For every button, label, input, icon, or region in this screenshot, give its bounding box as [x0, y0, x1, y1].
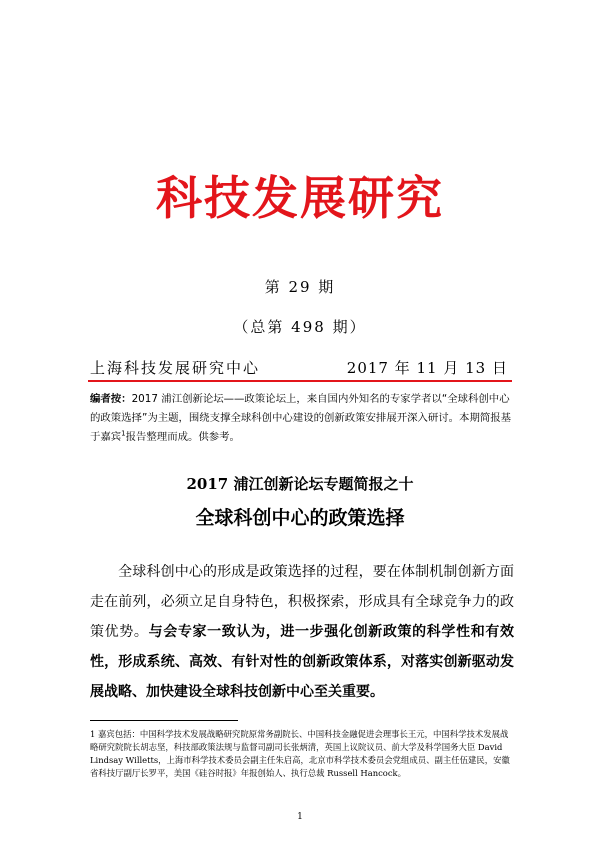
footnote-reference[interactable]: 1 [121, 429, 126, 438]
footnote: 1 嘉宾包括：中国科学技术发展战略研究院原常务副院长、中国科技金融促进会理事长王元，中国科学技术发展战略研究院院长胡志坚，科技部政策法规与监督司副司长张炳清，英国上议院议员、前大学及科学国务大臣 David Lindsay Willetts，上海市科学技术委员会副主任朱启高，北京市科学技术委员会党组成员、副主任伍建民，安徽省科技厅副厅长罗平，美国《硅谷时报》年报创始人、执行总裁 Russell Hancock。 [90, 729, 510, 778]
article-subtitle: 2017 浦江创新论坛专题简报之十 [186, 475, 414, 493]
article-body [90, 557, 514, 707]
publication-date: 2017 年 11 月 13 日 [346, 359, 508, 377]
body-text-bold: 与会专家一致认为，进一步强化创新政策的科学性和有效性，形成系统、高效、有针对性的创新政策体系，对落实创新驱动发展战略、加快建设全球科技创新中心至关重要。 [90, 624, 515, 700]
footnote-divider [90, 720, 238, 721]
editor-note-label: 编者按 [90, 393, 122, 405]
issue-number: 第 29 期 [264, 278, 336, 296]
total-issue-number: （总第 498 期） [233, 318, 367, 336]
editor-note [90, 390, 514, 447]
organization-name: 上海科技发展研究中心 [90, 359, 261, 377]
editor-note-text-before: 2017 浦江创新论坛——政策论坛上，来自国内外知名的专家学者以“全球科创中心的政策选择”为主题，围绕支撑全球科创中心建设的创新政策安排展开深入研讨。本期简报基于嘉宾 [90, 393, 512, 443]
header-divider [88, 380, 512, 382]
page-number: 1 [297, 812, 303, 822]
editor-note-colon: ： [121, 393, 132, 405]
article-title: 全球科创中心的政策选择 [195, 507, 405, 529]
masthead-title: 科技发展研究 [156, 171, 444, 225]
editor-note-text-after: 报告整理而成。供参考。 [125, 431, 240, 443]
body-text-normal: 全球科创中心的形成是政策选择的过程，要在体制机制创新方面走在前列，必须立足自身特色，积极探索，形成具有全球竞争力的政策优势。 [90, 564, 514, 640]
